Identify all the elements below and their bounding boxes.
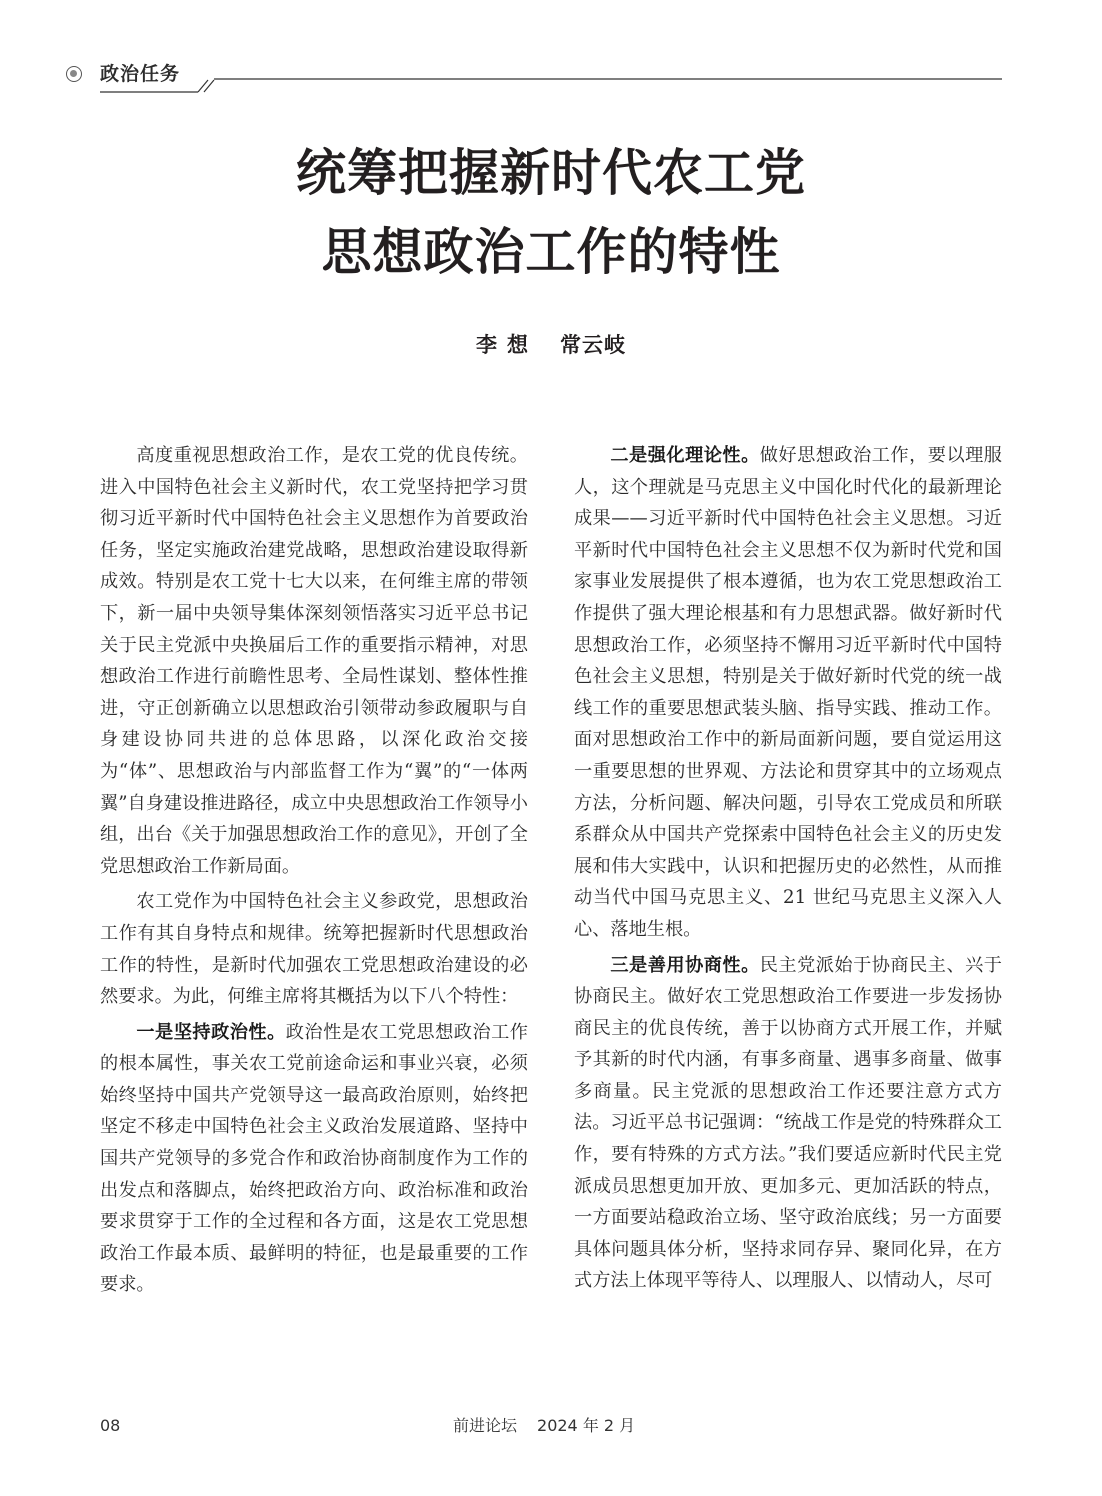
paragraph-lead: 二是强化理论性。 (610, 445, 760, 466)
paragraph-text: 做好思想政治工作，要以理服人，这个理就是马克思主义中国化时代化的最新理论成果——习近平新时代中国特色社会主义思想。习近平新时代中国特色社会主义思想不仅为新时代党和国家事业发展提供了根本遵循，也为农工党思想政治工作提供了强大理论根基和有力思想武器。做好新时代思想政治工作，必须坚持不懈用习近平新时代中国特色社会主义思想，特别是关于做好新时代党的统一战线工作的重要思想武装头脑、指导实践、推动工作。面对思想政治工作中的新局面新问题，要自觉运用这一重要思想的世界观、方法论和贯穿其中的立场观点方法，分析问题、解决问题，引导农工党成员和所联系群众从中国共产党探索中国特色社会主义的历史发展和伟大实践中，认识和把握历史的必然性，从而推动当代中国马克思主义、21 世纪马克思主义深入人心、落地生根。 (574, 445, 1002, 940)
journal-name: 前进论坛 (453, 1416, 518, 1435)
paragraph (574, 440, 1002, 946)
paragraph (100, 1017, 528, 1301)
section-label: 政治任务 (100, 63, 181, 85)
paragraph-lead: 一是坚持政治性。 (136, 1021, 286, 1043)
paragraph (574, 950, 1002, 1298)
header-rule (64, 60, 1004, 100)
paragraph-text: 政治性是农工党思想政治工作的根本属性，事关农工党前途命运和事业兴衰，必须始终坚持中国共产党领导这一最高政治原则，始终把坚定不移走中国特色社会主义政治发展道路、坚持中国共产党领导的多党合作和政治协商制度作为工作的出发点和落脚点，始终把政治方向、政治标准和政治要求贯穿于工作的全过程和各方面，这是农工党思想政治工作最本质、最鲜明的特征，也是最重要的工作要求。 (100, 1021, 528, 1296)
page-number: 08 (100, 1416, 121, 1435)
article-authors (0, 330, 1102, 360)
paragraph-text: 农工党作为中国特色社会主义参政党，思想政治工作有其自身特点和规律。统筹把握新时代思想政治工作的特性，是新时代加强农工党思想政治建设的必然要求。为此，何维主席将其概括为以下八个特性： (100, 891, 528, 1008)
section-header (64, 60, 1004, 100)
body-column-right (574, 440, 1002, 1301)
paragraph-lead: 三是善用协商性。 (610, 954, 760, 976)
author-name: 常云岐 (560, 333, 626, 357)
issue-date: 2024 年 2 月 (537, 1416, 636, 1435)
author-name: 李想 (476, 333, 538, 357)
paragraph-text: 高度重视思想政治工作，是农工党的优良传统。进入中国特色社会主义新时代，农工党坚持把学习贯彻习近平新时代中国特色社会主义思想作为首要政治任务，坚定实施政治建党战略，思想政治建设取得新成效。特别是农工党十七大以来，在何维主席的带领下，新一届中央领导集体深刻领悟落实习近平总书记关于民主党派中央换届后工作的重要指示精神，对思想政治工作进行前瞻性思考、全局性谋划、整体性推进，守正创新确立以思想政治引领带动参政履职与自身建设协同共进的总体思路，以深化政治交接为“体”、思想政治与内部监督工作为“翼”的“一体两翼”自身建设推进路径，成立中央思想政治工作领导小组，出台《关于加强思想政治工作的意见》，开创了全党思想政治工作新局面。 (100, 445, 528, 877)
paragraph-text: 民主党派始于协商民主、兴于协商民主。做好农工党思想政治工作要进一步发扬协商民主的优良传统，善于以协商方式开展工作，并赋予其新的时代内涵，有事多商量、遇事多商量、做事多商量。民主党派的思想政治工作还要注意方式方法。习近平总书记强调：“统战工作是党的特殊群众工作，要有特殊的方式方法。”我们要适应新时代民主党派成员思想更加开放、更加多元、更加活跃的特点，一方面要站稳政治立场、坚守政治底线；另一方面要具体问题具体分析，坚持求同存异、聚同化异，在方式方法上体现平等待人、以理服人、以情动人，尽可 (574, 954, 1002, 1292)
body-column-left (100, 440, 528, 1305)
article-title-line-2: 思想政治工作的特性 (321, 223, 781, 281)
article-title-line-1: 统筹把握新时代农工党 (296, 144, 806, 202)
journal-footer (453, 1414, 635, 1438)
paragraph (100, 440, 528, 882)
radio-circle-icon (66, 66, 82, 82)
paragraph (100, 886, 528, 1012)
